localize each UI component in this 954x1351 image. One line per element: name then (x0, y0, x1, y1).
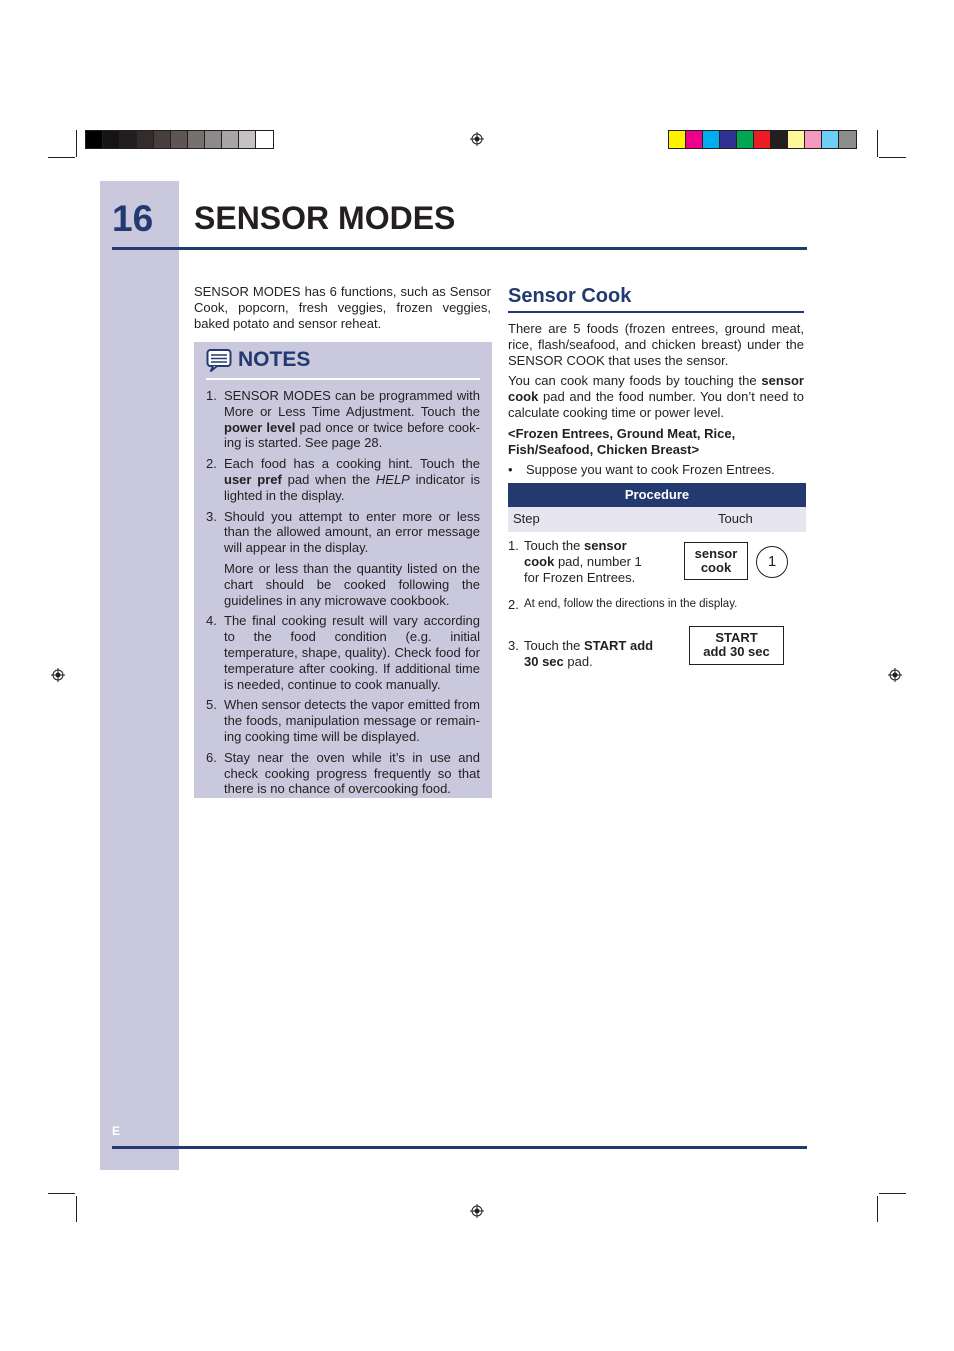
color-swatch (720, 131, 737, 148)
item-text: Each food has a cooking hint. Touch the (224, 456, 480, 472)
gray-swatch (86, 131, 103, 148)
step-text: Touch the (524, 538, 584, 553)
notepad-icon (206, 348, 232, 372)
list-item (206, 388, 480, 451)
section-title: Sensor Cook (508, 285, 632, 307)
notes-title: NOTES (238, 348, 311, 371)
item-bold: user pref (224, 471, 282, 487)
step-number: 1. (508, 538, 519, 553)
paragraph-bold: sensor cook (508, 373, 804, 405)
gray-swatch (154, 131, 171, 148)
step-text: pad. (563, 653, 593, 669)
notes-header (206, 348, 310, 372)
notes-list (206, 388, 480, 802)
paragraph (508, 373, 804, 420)
item-text: More or less than the quantity listed on the chart should be cooked following the guidelines in any microwave cookbook. (224, 560, 480, 608)
color-swatch (686, 131, 703, 148)
item-bold: power level (224, 419, 296, 435)
procedure-header: Procedure (508, 483, 806, 507)
gray-swatch (188, 131, 205, 148)
list-item (206, 456, 480, 503)
crop-mark (48, 157, 75, 158)
page-number: 16 (112, 198, 154, 239)
crop-mark (48, 1193, 75, 1194)
intro-paragraph: SENSOR MODES has 6 functions, such as Sensor Cook, popcorn, fresh veggies, frozen veggies, baked potato and sensor reheat. (194, 284, 491, 331)
crop-mark (76, 130, 77, 157)
footer-divider (112, 1146, 807, 1149)
crop-mark (877, 130, 878, 157)
step-text: pad, number 1 for Frozen Entrees. (524, 553, 642, 585)
crop-mark (877, 1196, 878, 1222)
pad-label: sensor (694, 546, 738, 561)
language-code: E (112, 1124, 121, 1138)
list-item (206, 750, 480, 797)
bullet-item: • Suppose you want to cook Frozen Entrees. (508, 462, 775, 478)
gray-swatch (171, 131, 188, 148)
registration-mark-icon (888, 668, 902, 682)
item-text: indicator is lighted in the display. (224, 471, 480, 503)
color-swatch (788, 131, 805, 148)
crop-mark (879, 157, 906, 158)
color-swatch (771, 131, 788, 148)
grayscale-bar (85, 130, 274, 149)
column-step: Step (513, 511, 540, 526)
number-1-pad[interactable]: 1 (756, 546, 788, 578)
paragraph: There are 5 foods (frozen entrees, ground meat, rice, flash/seafood, and chicken breast) under the SENSOR COOK that uses the sensor. (508, 321, 804, 368)
paragraph-text: pad and the food number. You don’t need to calculate cooking time or power level. (508, 389, 804, 420)
item-number: 6. (206, 749, 217, 765)
step-text: At end, follow the directions in the display. (524, 598, 738, 610)
item-number: 5. (206, 697, 217, 713)
bullet-text: Suppose you want to cook Frozen Entrees. (526, 462, 775, 478)
color-swatch (703, 131, 720, 148)
item-number: 2. (206, 456, 217, 472)
item-number: 1. (206, 388, 217, 403)
item-number: 3. (206, 508, 217, 524)
page-sidebar (100, 181, 179, 1170)
color-swatch (669, 131, 686, 148)
color-swatch (839, 131, 856, 148)
color-swatch (754, 131, 771, 148)
gray-swatch (205, 131, 222, 148)
section-body (508, 321, 804, 483)
section-divider (508, 311, 804, 313)
start-add-30-sec-pad[interactable] (689, 626, 784, 665)
color-bar (668, 130, 857, 149)
gray-swatch (120, 131, 137, 148)
gray-swatch (137, 131, 154, 148)
item-text: The final cooking result will vary according to the food condition (e.g. initial temperature, shape, quality). Check food for temperature after cooking. If additional time is needed, continue to cook manually. (224, 613, 480, 692)
pad-label: cook (700, 560, 732, 575)
item-italic: HELP (375, 471, 410, 487)
item-text: pad once or twice before cook-ing is started. See page 28. (224, 419, 480, 451)
color-swatch (822, 131, 839, 148)
pad-label: add 30 sec (703, 644, 770, 659)
gray-swatch (239, 131, 256, 148)
color-swatch (805, 131, 822, 148)
step-number: 3. (508, 638, 519, 653)
crop-mark (76, 1196, 77, 1222)
food-subhead: <Frozen Entrees, Ground Meat, Rice, Fish/Seafood, Chicken Breast> (508, 425, 736, 457)
item-text: pad when the (281, 471, 376, 487)
item-text: Stay near the oven while it’s in use and check cooking progress frequently so that there is no chance of overcooking food. (224, 749, 480, 797)
page-title: SENSOR MODES (194, 200, 456, 236)
step-text: Touch the (524, 638, 584, 653)
item-number: 4. (206, 613, 217, 629)
step-bold: sensor cook (524, 538, 627, 569)
column-touch: Touch (718, 511, 753, 526)
item-text: When sensor detects the vapor emitted from the foods, manipulation message or remain-ing cooking time will be displayed. (224, 697, 480, 744)
gray-swatch (103, 131, 120, 148)
list-item (206, 697, 480, 744)
notes-box (194, 342, 492, 798)
gray-swatch (256, 131, 273, 148)
sensor-cook-pad[interactable] (684, 542, 748, 580)
pad-label: START (715, 630, 758, 645)
gray-swatch (222, 131, 239, 148)
item-text: SENSOR MODES can be programmed with More or Less Time Adjustment. Touch the (224, 388, 480, 419)
registration-mark-icon (470, 1204, 484, 1218)
notes-divider (206, 378, 480, 380)
crop-mark (879, 1193, 906, 1194)
step-number: 2. (508, 597, 519, 612)
header-divider (112, 247, 807, 250)
registration-mark-icon (470, 132, 484, 146)
procedure-columns (508, 507, 806, 532)
paragraph-text: You can cook many foods by touching the (508, 373, 762, 389)
item-text: Should you attempt to enter more or less than the allowed amount, an error message will appear in the display. (224, 508, 480, 556)
list-item (206, 613, 480, 692)
registration-mark-icon (51, 668, 65, 682)
list-item (206, 509, 480, 609)
color-swatch (737, 131, 754, 148)
step-bold: START add 30 sec (524, 638, 654, 669)
